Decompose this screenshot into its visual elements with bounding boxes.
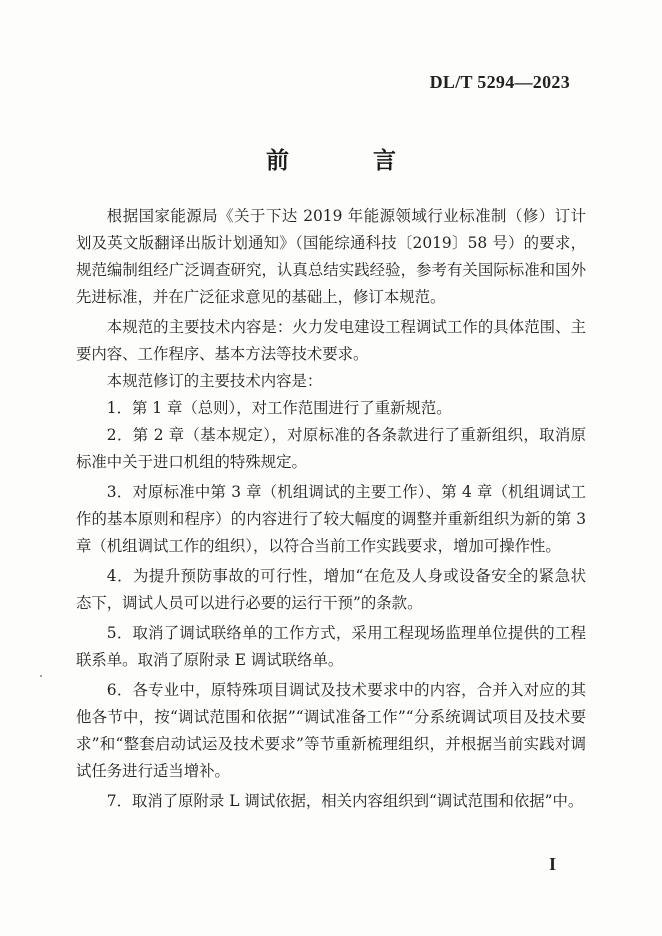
list-item-revision-6: 6．各专业中，原特殊项目调试及技术要求中的内容，合并入对应的其他各节中，按“调试范围和依据”“调试准备工作”“分系统调试项目及技术要求”和“整套启动试运及技术要求”等节重新梳理组织，并根据当前实践对调试任务进行适当增补。 bbox=[76, 681, 586, 780]
page-title: 前 言 bbox=[265, 147, 434, 174]
list-item-revision-7: 7．取消了原附录 L 调试依据，相关内容组织到“调试范围和依据”中。 bbox=[106, 792, 584, 810]
list-item-revision-5: 5．取消了调试联络单的工作方式，采用工程现场监理单位提供的工程联系单。取消了原附录 E 调试联络单。 bbox=[76, 624, 586, 669]
list-item-revision-4: 4．为提升预防事故的可行性，增加“在危及人身或设备安全的紧急状态下，调试人员可以进行必要的运行干预”的条款。 bbox=[76, 567, 586, 612]
paragraph-main-content: 本规范的主要技术内容是：火力发电建设工程调试工作的具体范围、主要内容、工作程序、基本方法等技术要求。 bbox=[76, 318, 586, 363]
scan-speck bbox=[40, 675, 42, 677]
page-number: I bbox=[548, 854, 556, 874]
list-item-revision-3: 3．对原标准中第 3 章（机组调试的主要工作）、第 4 章（机组调试工作的基本原则和程序）的内容进行了较大幅度的调整并重新组织为新的第 3 章（机组调试工作的组织），以符合当前工作实践要求，增加可操作性。 bbox=[76, 483, 586, 555]
standard-code: DL/T 5294—2023 bbox=[429, 72, 570, 92]
paragraph-basis: 根据国家能源局《关于下达 2019 年能源领域行业标准制（修）订计划及英文版翻译出版计划通知》（国能综通科技〔2019〕58 号）的要求，规范编制组经广泛调查研究，认真总结实践经验，参考有关国际标准和国外先进标准，并在广泛征求意见的基础上，修订本规范。 bbox=[76, 207, 586, 306]
paragraph-revision-intro: 本规范修订的主要技术内容是： bbox=[106, 372, 323, 390]
list-item-revision-1: 1．第 1 章（总则），对工作范围进行了重新规范。 bbox=[106, 399, 452, 417]
document-body bbox=[76, 203, 586, 818]
list-item-revision-2: 2．第 2 章（基本规定），对原标准的各条款进行了重新组织，取消原标准中关于进口机组的特殊规定。 bbox=[76, 426, 586, 471]
